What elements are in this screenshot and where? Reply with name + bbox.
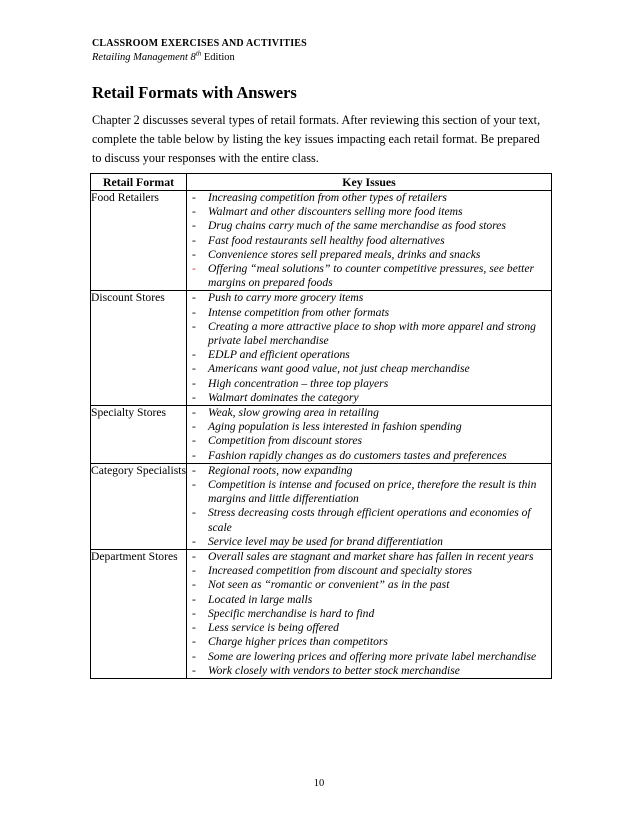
page-number: 10	[313, 778, 325, 789]
issue-text: Fashion rapidly changes as do customers tastes and preferences	[208, 448, 507, 462]
issue-text: Drug chains carry much of the same merchandise as food stores	[208, 219, 506, 233]
issue-item	[187, 234, 551, 248]
column-header-retail-format: Retail Format	[91, 174, 187, 191]
intro-paragraph: Chapter 2 discusses several types of retail formats. After reviewing this section of your text, complete the table below by listing the key issues impacting each retail format. Be prepared to discuss your responses with the entire class.	[92, 113, 541, 165]
issue-item	[187, 621, 551, 635]
issue-text: Offering “meal solutions” to counter competitive pressures, see better margins on prepared foods	[208, 262, 534, 290]
dash-bullet: -	[192, 219, 196, 233]
issue-text: Fast food restaurants sell healthy food alternatives	[208, 233, 445, 247]
header-edition-word: Edition	[201, 52, 235, 63]
header-course-label: CLASSROOM EXERCISES AND ACTIVITIES	[92, 38, 307, 49]
dash-bullet: -	[192, 463, 196, 477]
issue-item	[187, 306, 551, 320]
key-issues-cell	[187, 406, 552, 464]
issue-item	[187, 262, 551, 290]
dash-bullet: -	[192, 191, 196, 204]
dash-bullet: -	[192, 635, 196, 649]
dash-bullet: -	[192, 291, 196, 305]
issue-text: Located in large malls	[208, 592, 313, 606]
issue-text: Overall sales are stagnant and market share has fallen in recent years	[208, 550, 534, 564]
dash-bullet: -	[192, 420, 196, 434]
dash-bullet: -	[192, 390, 196, 404]
issue-text: Less service is being offered	[208, 621, 339, 635]
retail-format-cell: Department Stores	[91, 550, 187, 679]
dash-bullet: -	[192, 506, 196, 520]
table-row	[91, 191, 552, 291]
issue-item	[187, 650, 551, 664]
retail-formats-table	[90, 173, 552, 679]
issue-text: Weak, slow growing area in retailing	[208, 406, 379, 420]
dash-bullet: -	[192, 621, 196, 635]
issue-item	[187, 219, 551, 233]
dash-bullet: -	[192, 247, 196, 261]
issue-item	[187, 391, 551, 405]
issue-text: Aging population is less interested in fashion spending	[208, 420, 462, 434]
issue-item	[187, 362, 551, 376]
issue-item	[187, 464, 551, 478]
issue-text: Increasing competition from other types of retailers	[208, 191, 447, 204]
issue-item	[187, 348, 551, 362]
issue-item	[187, 635, 551, 649]
issue-text: Americans want good value, not just cheap merchandise	[208, 362, 470, 376]
issue-text: Stress decreasing costs through efficient operations and economies of scale	[208, 506, 531, 534]
header-edition-sup: th	[195, 49, 202, 58]
key-issues-cell	[187, 463, 552, 549]
issue-text: Convenience stores sell prepared meals, drinks and snacks	[208, 247, 481, 261]
issue-item	[187, 248, 551, 262]
retail-format-cell: Category Specialists	[91, 463, 187, 549]
issue-text: Competition is intense and focused on price, therefore the result is thin margins and little differentiation	[208, 478, 537, 506]
issue-item	[187, 578, 551, 592]
dash-bullet: -	[192, 406, 196, 420]
issue-text: Service level may be used for brand differentiation	[208, 534, 443, 548]
issue-item	[187, 406, 551, 420]
column-header-key-issues: Key Issues	[187, 174, 552, 191]
issue-item	[187, 377, 551, 391]
issue-item	[187, 420, 551, 434]
table-row	[91, 406, 552, 464]
issue-text: Push to carry more grocery items	[208, 291, 364, 305]
dash-bullet: -	[192, 205, 196, 219]
retail-format-cell: Food Retailers	[91, 191, 187, 291]
issue-item	[187, 564, 551, 578]
dash-bullet: -	[192, 578, 196, 592]
table-header-row	[91, 174, 552, 191]
issue-item	[187, 478, 551, 506]
issue-item	[187, 550, 551, 564]
retail-format-cell: Discount Stores	[91, 291, 187, 406]
dash-bullet: -	[192, 534, 196, 548]
table-row	[91, 550, 552, 679]
retail-format-cell: Specialty Stores	[91, 406, 187, 464]
header-book-title	[92, 49, 235, 63]
issue-text: Competition from discount stores	[208, 434, 363, 448]
issue-item	[187, 607, 551, 621]
page-title: Retail Formats with Answers	[92, 83, 297, 102]
issue-item	[187, 593, 551, 607]
dash-bullet: -	[192, 550, 196, 564]
dash-bullet: -	[192, 348, 196, 362]
dash-bullet: -	[192, 592, 196, 606]
dash-bullet: -	[192, 319, 196, 333]
issue-item	[187, 205, 551, 219]
dash-bullet: -	[192, 448, 196, 462]
issue-item	[187, 664, 551, 678]
issue-item	[187, 320, 551, 348]
dash-bullet: -	[192, 606, 196, 620]
dash-bullet: -	[192, 478, 196, 492]
dash-bullet: -	[192, 564, 196, 578]
issue-text: Walmart dominates the category	[208, 390, 359, 404]
key-issues-cell	[187, 191, 552, 291]
issue-text: Regional roots, now expanding	[208, 463, 353, 477]
issue-text: High concentration – three top players	[208, 376, 389, 390]
issue-text: Work closely with vendors to better stock merchandise	[208, 663, 460, 677]
key-issues-cell	[187, 550, 552, 679]
key-issues-cell	[187, 291, 552, 406]
issue-text: Walmart and other discounters selling more food items	[208, 205, 463, 219]
dash-bullet: -	[192, 649, 196, 663]
issue-item	[187, 191, 551, 205]
issue-item	[187, 506, 551, 534]
table-body	[91, 191, 552, 679]
issue-text: Intense competition from other formats	[208, 305, 390, 319]
issue-item	[187, 434, 551, 448]
table-row	[91, 463, 552, 549]
issue-item	[187, 291, 551, 305]
issue-text: Creating a more attractive place to shop with more apparel and strong private label merchandise	[208, 319, 536, 348]
header-book-name: Retailing Management 8	[92, 52, 196, 63]
dash-bullet: -	[192, 262, 196, 276]
dash-bullet: -	[192, 434, 196, 448]
table-row	[91, 291, 552, 406]
issue-item	[187, 449, 551, 463]
dash-bullet: -	[192, 233, 196, 247]
dash-bullet: -	[192, 305, 196, 319]
issue-text: Some are lowering prices and offering more private label merchandise	[208, 649, 537, 663]
dash-bullet: -	[192, 362, 196, 376]
issue-text: EDLP and efficient operations	[208, 348, 350, 362]
issue-text: Specific merchandise is hard to find	[208, 606, 375, 620]
dash-bullet: -	[192, 376, 196, 390]
issue-text: Charge higher prices than competitors	[208, 635, 388, 649]
issue-text: Increased competition from discount and specialty stores	[208, 564, 473, 578]
dash-bullet: -	[192, 663, 196, 677]
issue-item	[187, 535, 551, 549]
issue-text: Not seen as “romantic or convenient” as in the past	[208, 578, 450, 592]
